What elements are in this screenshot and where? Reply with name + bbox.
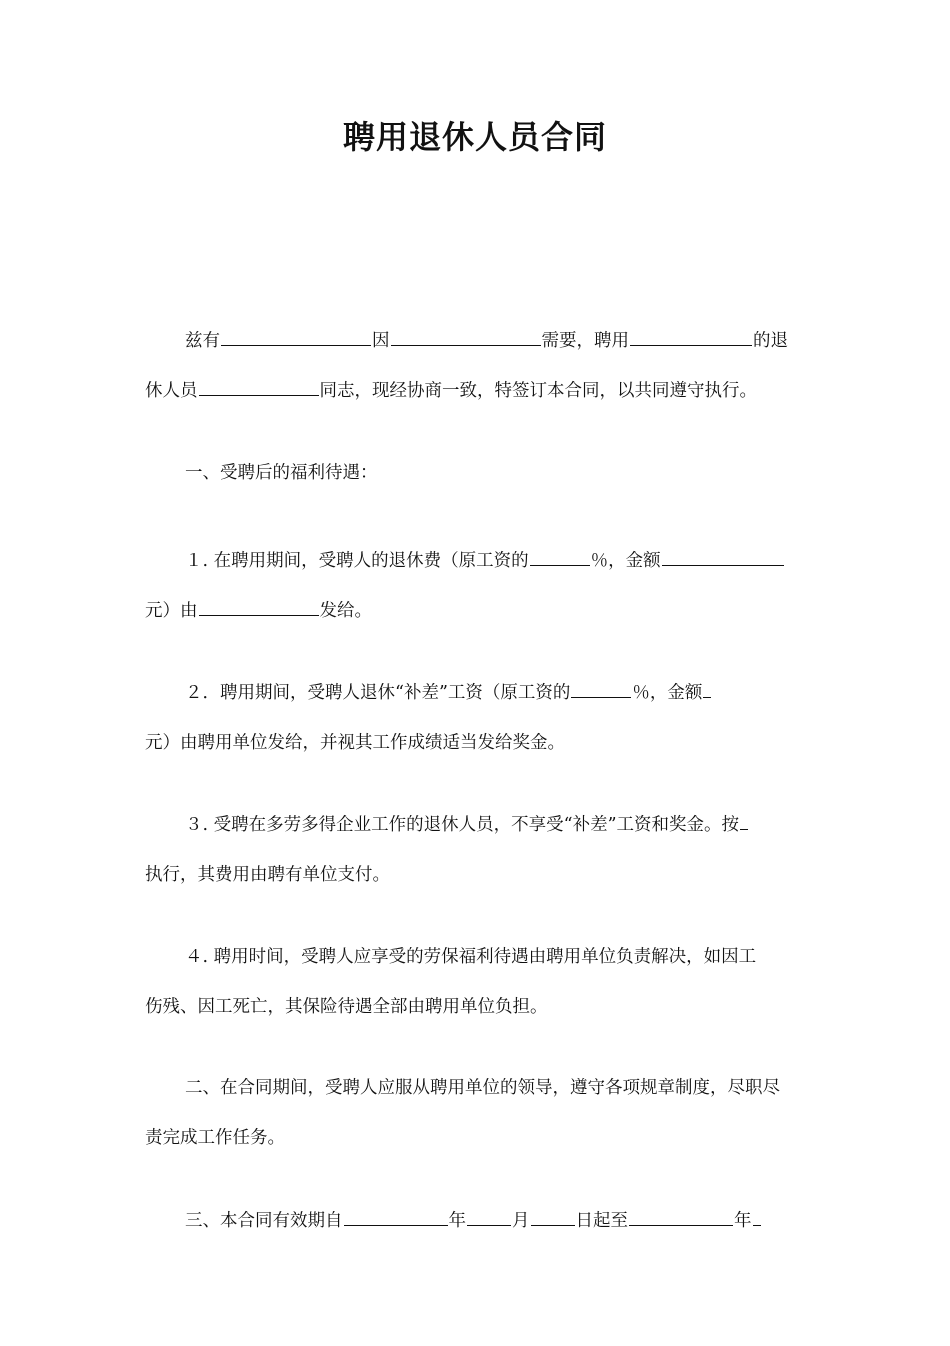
- blank-field[interactable]: [740, 811, 748, 830]
- section-3-text-d: 日起至: [575, 1211, 628, 1231]
- blank-field[interactable]: [662, 547, 784, 566]
- blank-field[interactable]: [571, 679, 631, 698]
- section-3-text-c: 月: [512, 1211, 530, 1231]
- item-4: [145, 932, 809, 1032]
- section-3-text-e: 年: [734, 1211, 752, 1231]
- blank-field[interactable]: [753, 1207, 761, 1226]
- item-1-text-c: 元）由: [145, 601, 198, 621]
- intro-text-1: 兹有: [185, 331, 220, 351]
- item-2-text-b: ％，金额: [632, 683, 703, 703]
- item-1-text-d: 发给。: [319, 601, 372, 621]
- item-2-text-a: ２．聘用期间，受聘人退休“补差”工资（原工资的: [185, 683, 571, 703]
- blank-field[interactable]: [199, 377, 319, 396]
- item-4-text-a: ４. 聘用时间，受聘人应享受的劳保福利待遇由聘用单位负责解决，如因工: [185, 947, 757, 967]
- item-1-text-b: ％，金额: [590, 551, 661, 571]
- item-3: [145, 800, 809, 900]
- section-3: [145, 1196, 809, 1246]
- blank-field[interactable]: [629, 1207, 733, 1226]
- blank-field[interactable]: [530, 547, 590, 566]
- section-3-text-a: 三、本合同有效期自: [185, 1211, 343, 1231]
- blank-field[interactable]: [630, 327, 752, 346]
- item-2-text-c: 元）由聘用单位发给，并视其工作成绩适当发给奖金。: [145, 733, 565, 753]
- blank-field[interactable]: [221, 327, 371, 346]
- section-3-text-b: 年: [448, 1211, 466, 1231]
- document-title: 聘用退休人员合同: [342, 118, 607, 156]
- blank-field[interactable]: [199, 597, 319, 616]
- intro-text-3: 需要，聘用: [541, 331, 629, 351]
- intro-text-5: 休人员: [145, 381, 198, 401]
- item-3-text-b: 执行，其费用由聘有单位支付。: [145, 865, 390, 885]
- blank-field[interactable]: [391, 327, 541, 346]
- intro-paragraph: [145, 316, 809, 416]
- item-1-text-a: １. 在聘用期间，受聘人的退休费（原工资的: [185, 551, 529, 571]
- intro-text-4: 的退: [753, 331, 788, 351]
- intro-text-2: 因: [372, 331, 390, 351]
- section-2-text-a: 二、在合同期间，受聘人应服从聘用单位的领导，遵守各项规章制度，尽职尽: [185, 1078, 780, 1098]
- blank-field[interactable]: [703, 679, 711, 698]
- section-2-text-b: 责完成工作任务。: [145, 1128, 285, 1148]
- item-2: [145, 668, 809, 768]
- section-2: [145, 1063, 809, 1163]
- blank-field[interactable]: [531, 1207, 575, 1226]
- item-1: [145, 536, 809, 636]
- item-4-text-b: 伤残、因工死亡，其保险待遇全部由聘用单位负担。: [145, 997, 548, 1017]
- section-1-heading: [145, 448, 809, 498]
- section-1-heading-text: 一、受聘后的福利待遇：: [185, 463, 378, 483]
- blank-field[interactable]: [467, 1207, 511, 1226]
- intro-text-6: 同志，现经协商一致，特签订本合同，以共同遵守执行。: [319, 381, 757, 401]
- item-3-text-a: ３. 受聘在多劳多得企业工作的退休人员，不享受“补差”工资和奖金。按: [185, 815, 740, 835]
- blank-field[interactable]: [344, 1207, 448, 1226]
